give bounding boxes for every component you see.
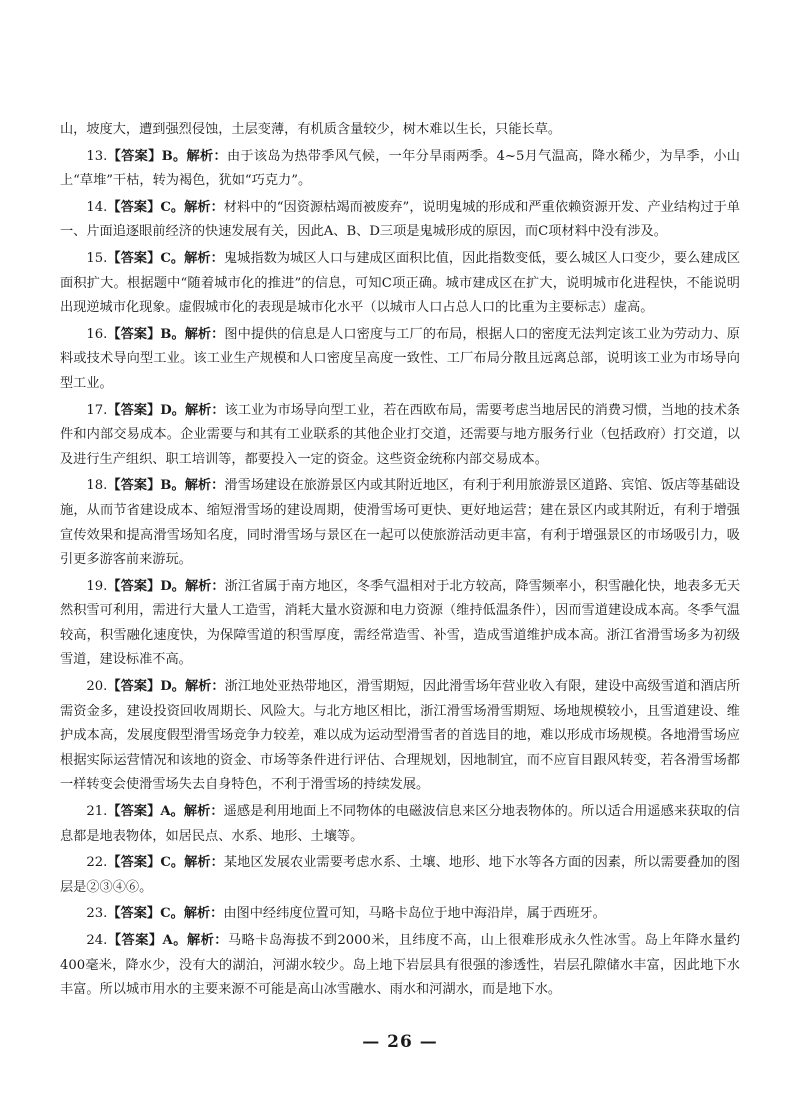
answer-label: 【答案】A。 <box>107 804 184 820</box>
analysis-text: 浙江省属于南方地区，冬季气温相对于北方较高，降雪频率小，积雪融化快，地表多无天然积雪可利用，需进行大量人工造雪，消耗大量水资源和电力资源（维持低温条件），因而雪道建设成本高。冬季气温较高，积雪融化速度快，为保障雪道的积雪厚度，需经常造雪、补雪，造成雪道维护成本高。浙江省滑雪场多为初级雪道，建设标准不高。 <box>60 578 741 668</box>
answer-22 <box>60 851 740 900</box>
analysis-text: 浙江地处亚热带地区，滑雪期短，因此滑雪场年营业收入有限，建设中高级雪道和酒店所需资金多，建设投资回收周期长、风险大。与北方地区相比，浙江滑雪场滑雪期短、场地规模较小，且雪道建设、维护成本高，发展度假型滑雪场竞争力较差，难以成为运动型滑雪者的首选目的地，难以形成市场规模。各地滑雪场应根据实际运营情况和该地的资金、市场等条件进行评估、合理规划，因地制宜，而不应盲目跟风转变，若各滑雪场都一样转变会使滑雪场失去自身特色，不利于滑雪场的持续发展。 <box>60 679 741 793</box>
answer-label: 【答案】D。 <box>107 578 185 594</box>
answer-16 <box>60 323 740 397</box>
continuation-paragraph: 山，坡度大，遭到强烈侵蚀，土层变薄，有机质含量较少，树木难以生长，只能长草。 <box>60 122 562 137</box>
answer-label: 【答案】B。 <box>107 326 185 342</box>
analysis-text: 滑雪场建设在旅游景区内或其附近地区，有利于利用旅游景区道路、宾馆、饭店等基础设施，从而节省建设成本、缩短滑雪场的建设周期，使滑雪场可更快、更好地运营；建在景区内或其附近，有利于增强宣传效果和提高滑雪场知名度，同时滑雪场与景区在一起可以使旅游活动更丰富，有利于增强景区的市场吸引力，吸引更多游客前来游玩。 <box>60 478 740 568</box>
analysis-text: 图中提供的信息是人口密度与工厂的布局，根据人口的密度无法判定该工业为劳动力、原料或技术导向型工业。该工业生产规模和人口密度呈高度一致性、工厂布局分散且远离总部，说明该工业为市场导向型工业。 <box>60 326 740 391</box>
page-number: — 26 — <box>362 1032 438 1052</box>
analysis-label: 解析： <box>184 578 225 594</box>
item-number: 15. <box>86 250 108 266</box>
item-number: 22. <box>86 855 108 871</box>
analysis-label: 解析： <box>184 679 225 695</box>
item-number: 18. <box>86 478 108 494</box>
analysis-text: 马略卡岛海拔不到2000米，且纬度不高，山上很难形成永久性冰雪。岛上年降水量约400毫米，降水少，没有大的湖泊，河湖水较少。岛上地下岩层具有很强的渗透性，岩层孔隙储水丰富，因此地下水丰富。所以城市用水的主要来源不可能是高山冰雪融水、雨水和河湖水，而是地下水。 <box>60 933 741 998</box>
answer-15 <box>60 247 740 321</box>
analysis-label: 解析： <box>186 148 227 164</box>
answer-17 <box>60 399 740 473</box>
item-number: 20. <box>86 679 108 695</box>
analysis-text: 该工业为市场导向型工业，若在西欧布局，需要考虑当地居民的消费习惯，当地的技术条件和内部交易成本。企业需要与和其有工业联系的其他企业打交道，还需要与地方服务行业（包括政府）打交道，以及进行生产组织、职工培训等，都要投入一定的资金。这些资金统称内部交易成本。 <box>60 402 741 467</box>
analysis-label: 解析： <box>183 906 224 922</box>
answer-label: 【答案】C。 <box>107 199 185 215</box>
answer-label: 【答案】A。 <box>107 933 187 948</box>
analysis-text: 材料中的“因资源枯竭而被废弃”，说明鬼城的形成和严重依赖资源开发、产业结构过于单一、片面追逐眼前经济的快速发展有关，因此A、B、D三项是鬼城形成的原因，而C项材料中没有涉及。 <box>60 199 741 240</box>
analysis-text: 某地区发展农业需要考虑水系、土壤、地形、地下水等各方面的因素，所以需要叠加的图层是②③④⑥。 <box>60 855 741 895</box>
answer-label: 【答案】C。 <box>107 855 185 871</box>
answer-label: 【答案】B。 <box>107 478 185 494</box>
analysis-label: 解析： <box>184 250 224 266</box>
analysis-label: 解析： <box>186 933 228 948</box>
analysis-label: 解析： <box>184 199 224 215</box>
analysis-text: 鬼城指数为城区人口与建成区面积比值，因此指数变低，要么城区人口变少，要么建成区面积扩大。根据题中“随着城市化的推进”的信息，可知C项正确。城市建成区在扩大，说明城市化进程快，不能说明出现逆城市化现象。虚假城市化的表现是城市化水平（以城市人口占总人口的比重为主要标志）虚高。 <box>60 250 741 316</box>
analysis-text: 由图中经纬度位置可知，马略卡岛位于地中海沿岸，属于西班牙。 <box>223 906 606 922</box>
answer-label: 【答案】C。 <box>107 250 185 266</box>
item-number: 24. <box>86 933 108 948</box>
answer-18 <box>60 474 740 572</box>
item-number: 19. <box>86 578 108 594</box>
analysis-text: 由于该岛为热带季风气候，一年分旱雨两季。4~5月气温高，降水稀少，为旱季，小山上“草堆”干枯，转为褐色，犹如“巧克力”。 <box>60 148 740 189</box>
answer-24 <box>60 929 740 1003</box>
answer-19 <box>60 575 740 673</box>
analysis-label: 解析： <box>184 855 224 871</box>
document-body <box>60 118 740 1005</box>
answer-14 <box>60 196 740 245</box>
item-number: 14. <box>86 199 108 215</box>
analysis-label: 解析： <box>184 326 225 342</box>
answer-label: 【答案】B。 <box>107 148 187 164</box>
analysis-text: 遥感是利用地面上不同物体的电磁波信息来区分地表物体的。所以适合用遥感来获取的信息都是地表物体，如居民点、水系、地形、土壤等。 <box>60 804 741 844</box>
answer-20 <box>60 675 740 798</box>
item-number: 16. <box>86 326 108 342</box>
answer-label: 【答案】D。 <box>107 402 185 418</box>
item-number: 23. <box>86 906 108 922</box>
item-number: 21. <box>86 804 108 820</box>
answer-13 <box>60 145 740 194</box>
answer-label: 【答案】C。 <box>107 906 184 922</box>
item-number: 13. <box>86 148 108 164</box>
item-number: 17. <box>86 402 108 418</box>
answer-21 <box>60 800 740 849</box>
answer-23 <box>60 902 740 927</box>
answer-label: 【答案】D。 <box>107 679 185 695</box>
analysis-label: 解析： <box>184 402 225 418</box>
analysis-label: 解析： <box>183 804 224 820</box>
analysis-label: 解析： <box>184 478 225 494</box>
